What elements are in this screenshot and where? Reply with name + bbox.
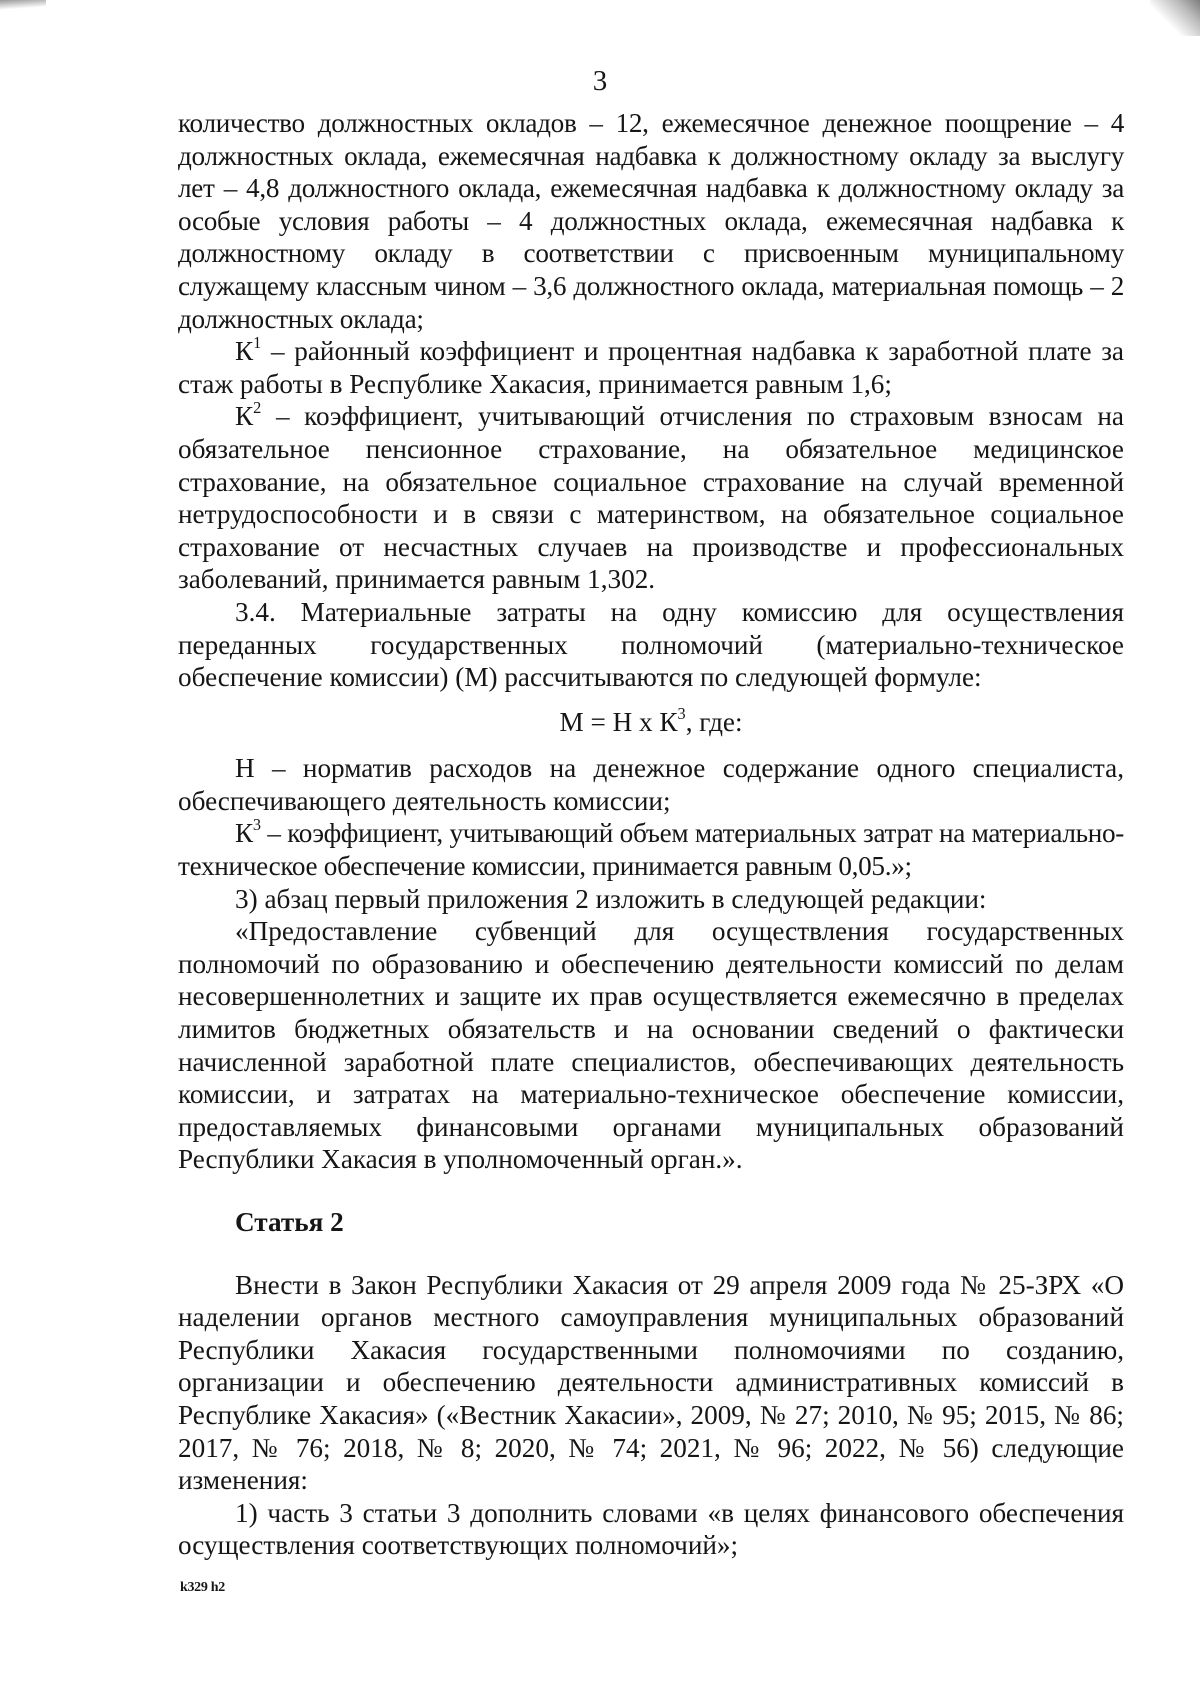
paragraph-3-4-material-costs: 3.4. Материальные затраты на одну комиссию для осуществления переданных государственных полномочий (материально-техническое обеспечение комиссии) (М) рассчитываются по следующей формуле: [178, 596, 1124, 693]
coefficient-text: – районный коэффициент и процентная надбавка к заработной плате за стаж работы в Республике Хакасия, принимается равным 1,6; [178, 336, 1124, 399]
coefficient-index: 1 [253, 332, 262, 352]
coefficient-symbol: К [235, 818, 253, 849]
scan-edge-shadow-left [0, 0, 46, 10]
coefficient-text: – коэффициент, учитывающий объем материальных затрат на материально-техническое обеспечение комиссии, принимается равным 0,05.»; [178, 818, 1124, 882]
document-body [178, 107, 1124, 1562]
formula-right: , где: [685, 706, 743, 737]
paragraph-article-2-intro: Внести в Закон Республики Хакасия от 29 апреля 2009 года № 25-ЗРХ «О наделении органов местного самоуправления муниципальных образований Республики Хакасия государственными полномочиями по созданию, организации и обеспечению деятельности административных комиссий в Республике Хакасия» («Вестник Хакасии», 2009, № 27; 2010, № 95; 2015, № 86; 2017, № 76; 2018, № 8; 2020, № 74; 2021, № 96; 2022, № 56) следующие изменения: [178, 1269, 1124, 1496]
coefficient-index: 3 [252, 815, 261, 835]
paragraph-h-definition: Н – норматив расходов на денежное содержание одного специалиста, обеспечивающего деятельность комиссии; [178, 753, 1124, 816]
coefficient-index: 2 [253, 398, 262, 418]
formula-m [178, 703, 1124, 739]
paragraph-subvention-text: «Предоставление субвенций для осуществления государственных полномочий по образованию и обеспечению деятельности комиссий по делам несовершеннолетних и защите их прав осуществляется ежемесячно в пределах лимитов бюджетных обязательств и на основании сведений о фактически начисленной заработной плате специалистов, обеспечивающих деятельность комиссии, и затратах на материально-техническое обеспечение комиссии, предоставляемых финансовыми органами муниципальных образований Республики Хакасия в уполномоченный орган.». [178, 916, 1124, 1175]
paragraph-k3-definition [178, 817, 1124, 882]
coefficient-symbol: К [235, 336, 254, 367]
formula-index: 3 [677, 703, 686, 723]
paragraph-k1-definition [178, 332, 1124, 400]
paragraph-item-3: 3) абзац первый приложения 2 изложить в следующей редакции: [235, 883, 987, 914]
paragraph-salary-components: количество должностных окладов – 12, ежемесячное денежное поощрение – 4 должностных оклада, ежемесячная надбавка к должностному окладу за выслугу лет – 4,8 должностного оклада, ежемесячная надбавка к должностному окладу за особые условия работы – 4 должностных оклада, ежемесячная надбавка к должностному окладу в соответствии с присвоенным муниципальному служащему классным чином – 3,6 должностного оклада, материальная помощь – 2 должностных оклада; [178, 108, 1124, 334]
coefficient-symbol: К [235, 401, 254, 432]
page-number: 3 [592, 65, 608, 97]
scan-edge-shadow-right [1150, 0, 1200, 36]
article-heading: Статья 2 [235, 1207, 344, 1237]
paragraph-item-1: 1) часть 3 статьи 3 дополнить словами «в целях финансового обеспечения осуществления соответствующих полномочий»; [178, 1497, 1124, 1561]
formula-left: М = Н х К [559, 706, 678, 737]
paragraph-k2-definition [178, 400, 1124, 596]
document-code: k329 h2 [180, 1580, 225, 1595]
coefficient-text: – коэффициент, учитывающий отчисления по страховым взносам на обязательное пенсионное страхование, на обязательное медицинское страхование, на обязательное социальное страхование на случай временной нетрудоспособности и в связи с материнством, на обязательное социальное страхование от несчастных случаев на производстве и профессиональных заболеваний, принимается равным 1,302. [178, 401, 1124, 595]
